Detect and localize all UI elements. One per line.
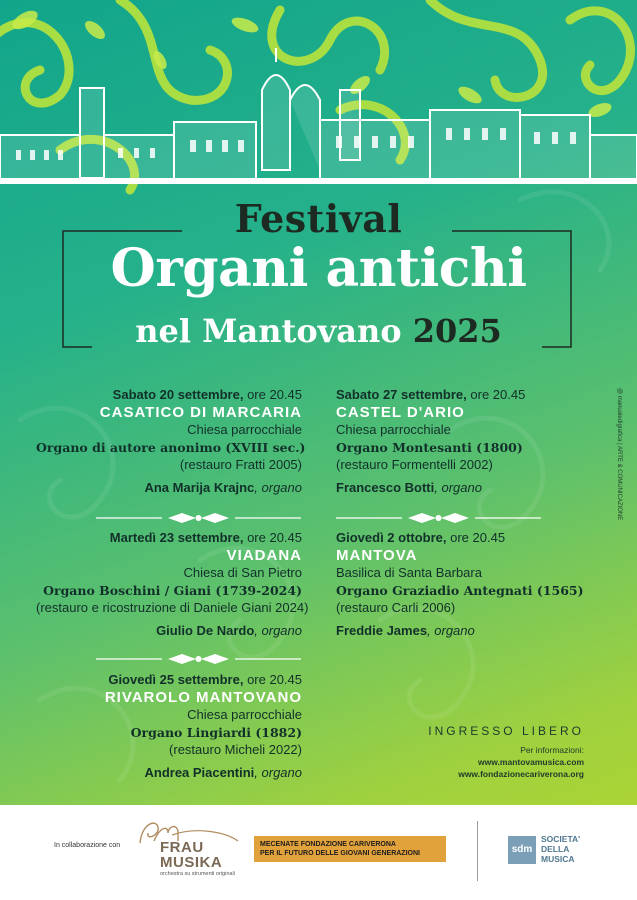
mantova-skyline-illustration — [0, 40, 637, 190]
collaboration-label: In collaborazione con — [54, 842, 121, 849]
website-link[interactable]: www.mantovamusica.com — [478, 757, 584, 767]
concert-date: Martedì 23 settembre, ore 20.45 — [109, 530, 302, 545]
concert-venue: Chiesa parrocchiale — [336, 422, 451, 437]
concert-city: MANTOVA — [336, 546, 418, 564]
concert-venue: Chiesa di San Pietro — [183, 565, 302, 580]
title-nel-mantovano: nel Mantovano — [135, 312, 402, 350]
concert-venue: Basilica di Santa Barbara — [336, 565, 482, 580]
title-festival: Festival — [234, 196, 403, 241]
title-organi-antichi: Organi antichi — [110, 238, 527, 299]
concert-casatico — [36, 386, 306, 496]
frau-musika-name: FRAU MUSIKA — [160, 839, 223, 871]
mecenate-banner: MECENATE FONDAZIONE CARIVERONA PER IL FUTURO DELLE GIOVANI GENERAZIONI — [254, 836, 446, 862]
concert-city: RIVAROLO MANTOVANO — [104, 688, 302, 706]
info-label: Per informazioni: — [520, 745, 584, 755]
entry-free-label: INGRESSO LIBERO — [428, 724, 584, 738]
concert-organ: Organo di autore anonimo (XVIII sec.) — [36, 439, 306, 455]
concert-city: CASATICO DI MARCARIA — [99, 403, 302, 421]
concert-organ: Organo Lingiardi (1882) — [130, 724, 302, 740]
concert-date: Sabato 20 settembre, ore 20.45 — [112, 387, 302, 402]
concert-date: Giovedì 2 ottobre, ore 20.45 — [336, 530, 506, 545]
info-block — [380, 744, 584, 780]
concert-restoration: (restauro Fratti 2005) — [179, 457, 302, 472]
concert-city: CASTEL D'ARIO — [336, 403, 465, 421]
concert-restoration: (restauro Micheli 2022) — [169, 742, 302, 757]
concert-performer: Giulio De Nardo, organo — [156, 622, 302, 638]
website-link[interactable]: www.fondazionecariverona.org — [458, 769, 584, 779]
concert-venue: Chiesa parrocchiale — [187, 422, 302, 437]
sdm-logo-icon: sdm — [508, 836, 536, 864]
concert-restoration: (restauro Formentelli 2002) — [336, 457, 493, 472]
concert-castel-dario — [336, 386, 606, 496]
concert-performer: Ana Marija Krajnc, organo — [144, 479, 302, 495]
sponsor-footer — [0, 805, 637, 900]
concert-performer: Freddie James, organo — [336, 622, 475, 638]
concert-restoration: (restauro e ricostruzione di Daniele Giani 2024) — [36, 600, 309, 615]
concert-organ: Organo Montesanti (1800) — [336, 439, 523, 455]
concert-rivarolo — [36, 671, 302, 781]
concert-venue: Chiesa parrocchiale — [187, 707, 302, 722]
concert-restoration: (restauro Carli 2006) — [336, 600, 456, 615]
title-year: 2025 — [412, 312, 502, 350]
concert-performer: Francesco Botti, organo — [336, 479, 482, 495]
societa-della-musica-name: SOCIETA' DELLA MUSICA — [541, 834, 581, 864]
ornament-divider — [96, 511, 301, 525]
concert-viadana — [36, 529, 309, 639]
ornament-divider — [96, 652, 301, 666]
designer-credit: @ manualedigrafica | ARTE & COMUNICAZIONE — [616, 388, 622, 521]
concert-organ: Organo Graziadio Antegnati (1565) — [336, 582, 584, 598]
footer-divider — [477, 821, 478, 881]
title-subtitle — [0, 312, 637, 350]
concert-date: Sabato 27 settembre, ore 20.45 — [336, 387, 526, 402]
concert-mantova — [336, 529, 606, 639]
ornament-divider — [336, 511, 541, 525]
concert-performer: Andrea Piacentini, organo — [144, 764, 302, 780]
concert-date: Giovedì 25 settembre, ore 20.45 — [108, 672, 302, 687]
frau-musika-subtitle: orchestra su strumenti originali — [160, 871, 235, 877]
concert-organ: Organo Boschini / Giani (1739-2024) — [43, 582, 302, 598]
concert-city: VIADANA — [226, 546, 302, 564]
